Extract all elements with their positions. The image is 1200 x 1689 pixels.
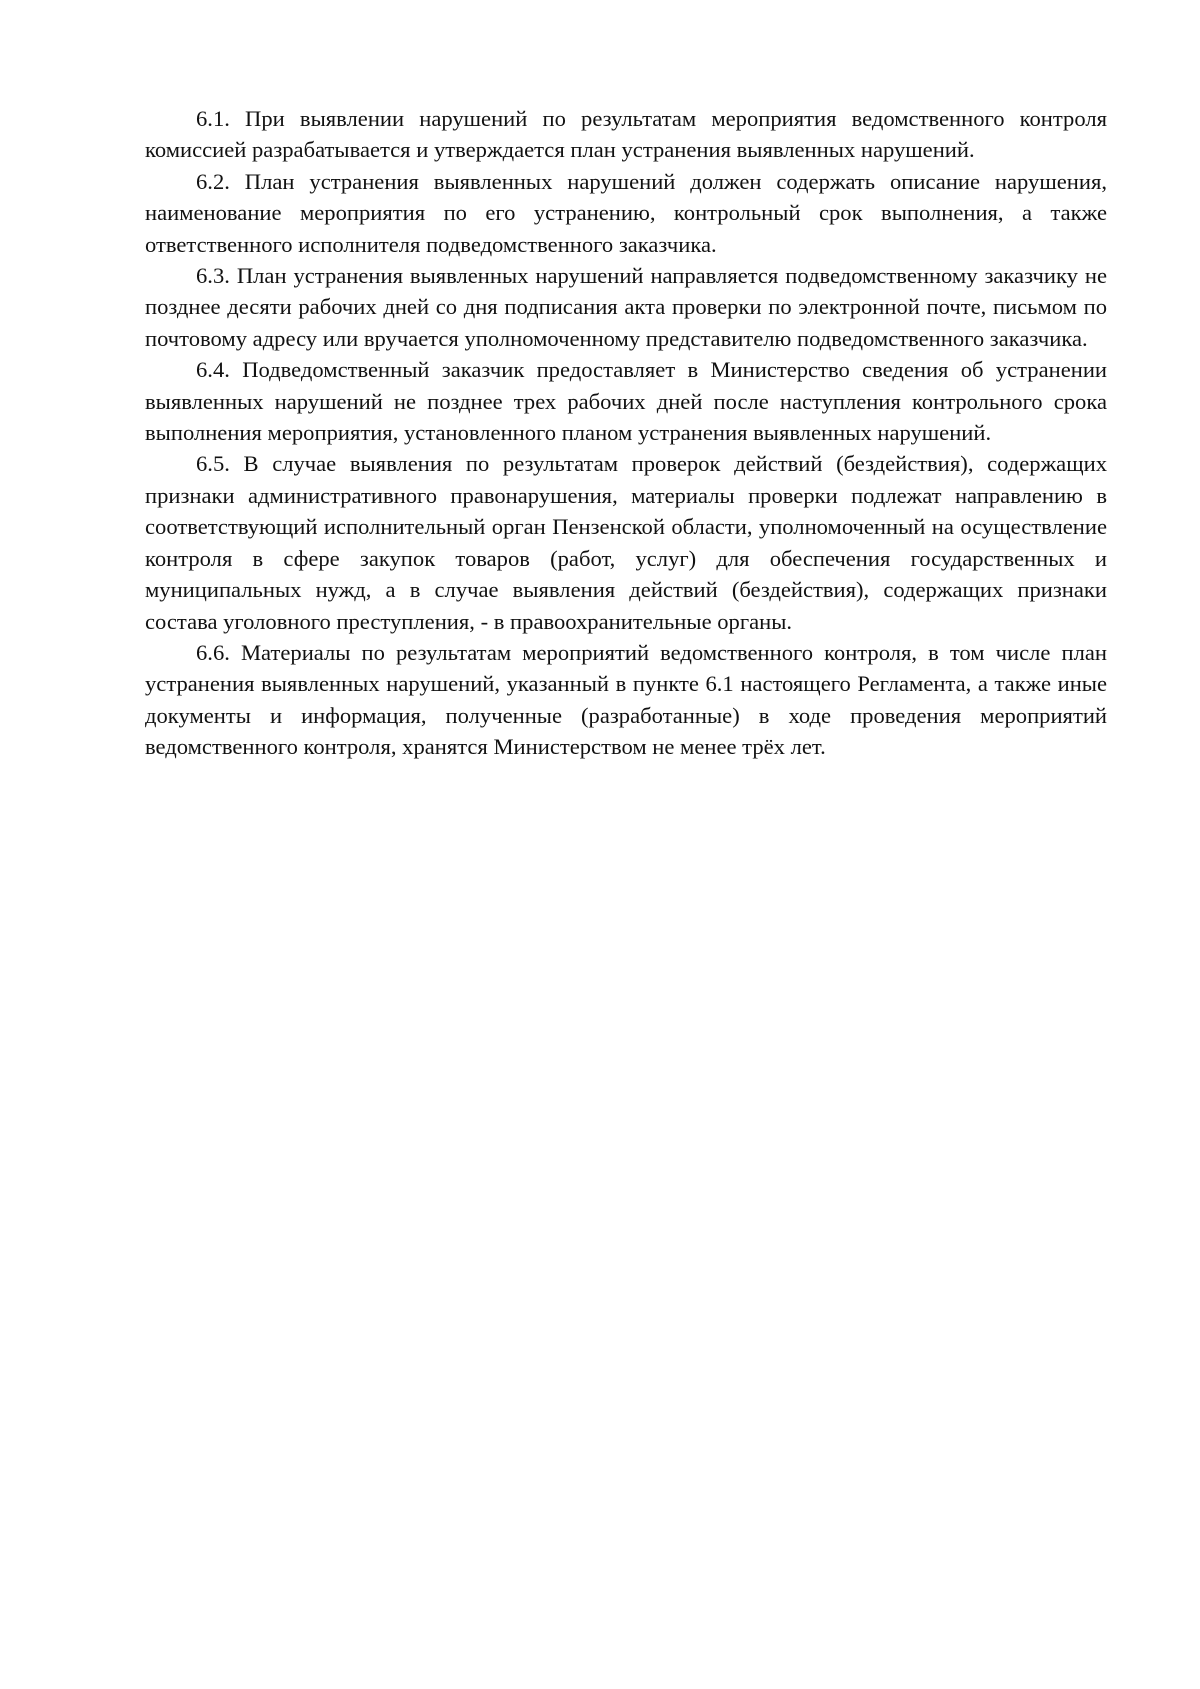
paragraph-text: План устранения выявленных нарушений направляется подведомственному заказчику не позднее десяти рабочих дней со дня подписания акта проверки по электронной почте, письмом по почтовому адресу или вручается уполномоченному представителю подведомственного заказчика.	[145, 263, 1107, 351]
paragraph-number: 6.3.	[196, 263, 230, 289]
paragraph-number: 6.6.	[196, 639, 230, 665]
document-body	[145, 103, 1107, 763]
paragraph-text: Подведомственный заказчик предоставляет в Министерство сведения об устранении выявленных нарушений не позднее трех рабочих дней после наступления контрольного срока выполнения мероприятия, установленного планом устранения выявленных нарушений.	[145, 357, 1107, 446]
paragraph-6-6	[145, 637, 1107, 763]
paragraph-text: При выявлении нарушений по результатам мероприятия ведомственного контроля комиссией разрабатывается и утверждается план устранения выявленных нарушений.	[145, 106, 1107, 163]
paragraph-text: План устранения выявленных нарушений должен содержать описание нарушения, наименование мероприятия по его устранению, контрольный срок выполнения, а также ответственного исполнителя подведомственного заказчика.	[145, 168, 1107, 257]
paragraph-number: 6.4.	[196, 357, 230, 383]
paragraph-6-1	[145, 103, 1107, 166]
paragraph-6-5	[145, 448, 1107, 636]
paragraph-text: В случае выявления по результатам проверок действий (бездействия), содержащих признаки административного правонарушения, материалы проверки подлежат направлению в соответствующий исполнительный орган Пензенской области, уполномоченный на осуществление контроля в сфере закупок товаров (работ, услуг) для обеспечения государственных и муниципальных нужд, а в случае выявления действий (бездействия), содержащих признаки состава уголовного преступления, - в правоохранительные органы.	[145, 451, 1107, 634]
paragraph-number: 6.5.	[196, 451, 230, 477]
paragraph-6-4	[145, 354, 1107, 448]
paragraph-number: 6.2.	[196, 168, 230, 194]
paragraph-6-3	[145, 260, 1107, 354]
paragraph-6-2	[145, 166, 1107, 260]
paragraph-text: Материалы по результатам мероприятий ведомственного контроля, в том числе план устранения выявленных нарушений, указанный в пункте 6.1 настоящего Регламента, а также иные документы и информация, полученные (разработанные) в ходе проведения мероприятий ведомственного контроля, хранятся Министерством не менее трёх лет.	[145, 639, 1107, 760]
paragraph-number: 6.1.	[196, 106, 230, 131]
